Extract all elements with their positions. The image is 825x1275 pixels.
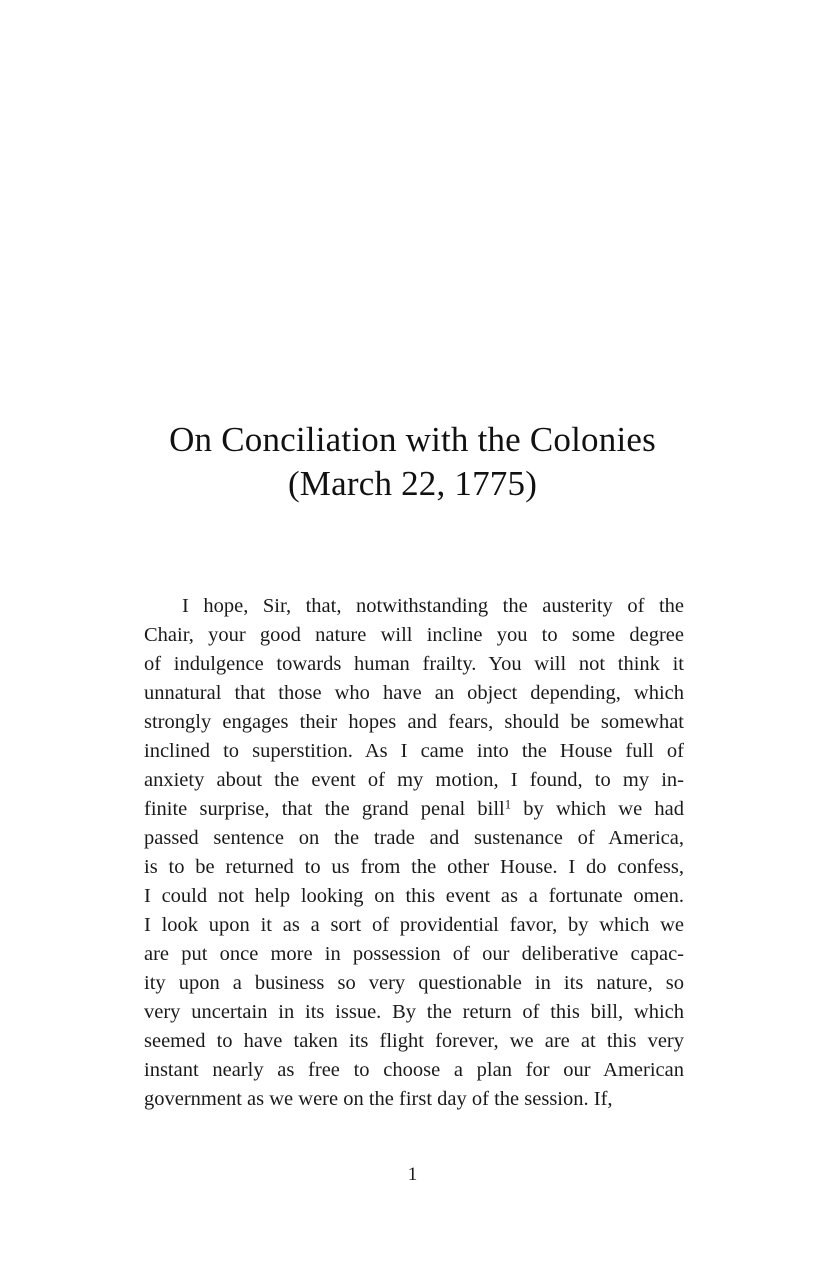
- page-number: 1: [407, 1164, 418, 1185]
- text-line: Chair, your good nature will incline you to some degree: [144, 624, 684, 646]
- text-line: I could not help looking on this event as a fortunate omen.: [144, 885, 684, 907]
- page-subtitle-date: (March 22, 1775): [287, 464, 538, 503]
- text-line: finite surprise, that the grand penal bill$^1$ by which we had: [144, 797, 684, 820]
- body-paragraph: [144, 592, 684, 1114]
- text-line: is to be returned to us from the other House. I do confess,: [144, 856, 684, 878]
- footnote-marker[interactable]: 1: [504, 797, 512, 812]
- text-line: of indulgence towards human frailty. You will not think it: [144, 653, 684, 675]
- text-line: ity upon a business so very questionable in its nature, so: [144, 972, 684, 994]
- text-line: are put once more in possession of our deliberative capac-: [144, 943, 684, 965]
- text-line: seemed to have taken its flight forever, we are at this very: [144, 1030, 684, 1052]
- text-line: inclined to superstition. As I came into the House full of: [144, 740, 684, 762]
- page-title: On Conciliation with the Colonies: [169, 420, 656, 459]
- text-line: instant nearly as free to choose a plan for our American: [144, 1059, 684, 1081]
- text-line: strongly engages their hopes and fears, should be somewhat: [144, 711, 684, 733]
- text-line: very uncertain in its issue. By the return of this bill, which: [144, 1001, 684, 1023]
- text-line: passed sentence on the trade and sustenance of America,: [144, 827, 684, 849]
- text-line: government as we were on the first day of the session. If,: [144, 1088, 613, 1110]
- text-line: unnatural that those who have an object depending, which: [144, 682, 684, 704]
- text-line: I look upon it as a sort of providential favor, by which we: [144, 914, 684, 936]
- title-block: [0, 418, 825, 506]
- text-line: I hope, Sir, that, notwithstanding the austerity of the: [182, 595, 684, 617]
- text-line: anxiety about the event of my motion, I found, to my in-: [144, 769, 684, 791]
